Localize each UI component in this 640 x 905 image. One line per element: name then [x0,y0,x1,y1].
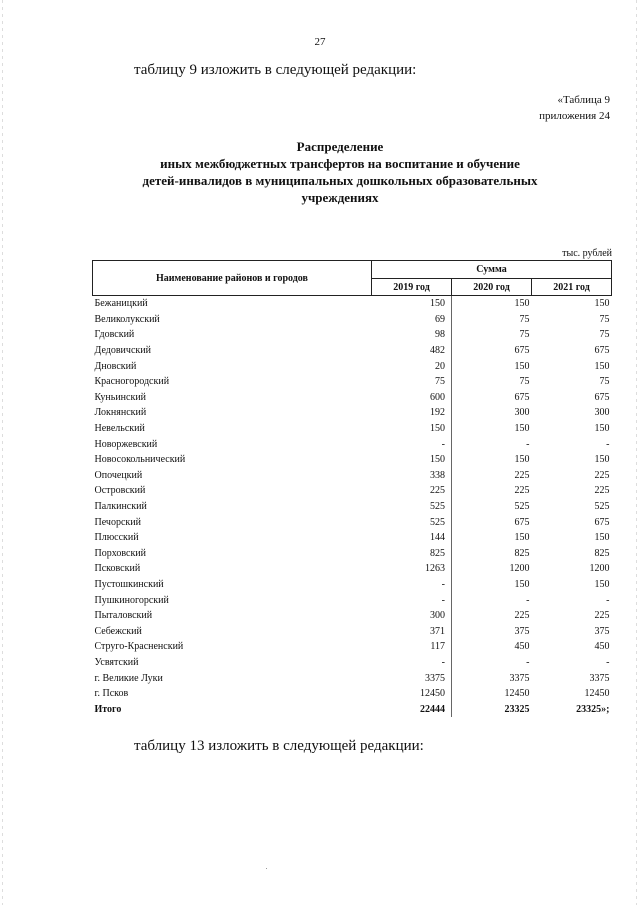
value-2020-cell: 525 [514,501,530,513]
page-number: 27 [314,36,326,48]
table-row [93,358,612,374]
district-name-cell: Куньинский [94,391,147,403]
district-name-cell: Невельский [94,423,145,435]
value-2019-cell: 300 [372,608,452,624]
value-2019-cell: 825 [372,546,452,562]
district-name-cell: Струго-Красненский [94,641,184,653]
transfers-table [92,260,612,717]
table-row [93,327,612,343]
value-2021-cell: - [606,656,610,668]
table-row [93,421,612,437]
value-2021-cell: 225 [594,469,610,481]
left-scan-edge [2,0,3,905]
table-body [93,296,612,718]
value-2021-cell: 150 [594,532,610,544]
value-2021-cell: 375 [594,625,610,637]
value-2020-cell: 225 [514,469,530,481]
value-2021-cell: 3375 [589,672,610,684]
value-2020-cell: 150 [514,578,530,590]
value-2021-cell: 675 [594,516,610,528]
value-2019-cell: - [372,592,452,608]
table-row [93,608,612,624]
table-row [93,546,612,562]
value-2019-cell: - [372,577,452,593]
table-row [93,390,612,406]
table-row [93,670,612,686]
table-row [93,530,612,546]
table-row [93,296,612,312]
value-2019-cell: 150 [372,421,452,437]
district-name-cell: Красногородский [94,376,170,388]
table-heading [90,138,590,206]
value-2020-cell: 150 [514,360,530,372]
value-2019-cell: 75 [372,374,452,390]
table-row [93,514,612,530]
value-2020-cell: 675 [514,391,530,403]
table-row [93,405,612,421]
value-2020-cell: 150 [514,454,530,466]
district-name-cell: Себежский [94,625,142,637]
value-2021-cell: 23325»; [576,703,610,715]
value-2020-cell: 675 [514,345,530,357]
district-name-cell: Гдовский [94,329,135,341]
district-name-cell: Локнянский [94,407,147,419]
unit-label: тыс. рублей [562,248,612,259]
table-row [93,436,612,452]
table-row [93,592,612,608]
value-2021-cell: 12450 [584,688,610,700]
value-2019-cell: 482 [372,343,452,359]
value-2021-cell: 825 [594,547,610,559]
value-2021-cell: 300 [594,407,610,419]
value-2021-cell: 675 [594,391,610,403]
value-2020-cell: 675 [514,516,530,528]
district-name-cell: Новосокольнический [94,454,186,466]
right-scan-edge [636,0,637,905]
value-2021-cell: 525 [594,501,610,513]
value-2021-cell: 450 [594,641,610,653]
table-row [93,499,612,515]
district-name-cell: Печорский [94,516,141,528]
value-2020-cell: 450 [514,641,530,653]
value-2021-cell: 75 [599,376,610,388]
district-name-cell: Палкинский [94,501,147,513]
district-name-cell: г. Великие Луки [94,672,163,684]
value-2019-cell: 69 [372,312,452,328]
value-2020-cell: 375 [514,625,530,637]
table-row [93,639,612,655]
value-2021-cell: 150 [594,454,610,466]
table-row [93,577,612,593]
value-2020-cell: 1200 [509,563,530,575]
district-name-cell: Великолукский [94,313,160,325]
value-2021-cell: - [606,438,610,450]
district-name-cell: Бежаницкий [94,298,148,310]
year-header-2021: 2021 год [532,279,612,296]
value-2019-cell: 600 [372,390,452,406]
value-2019-cell: 144 [372,530,452,546]
district-name-cell: Итого [94,703,122,715]
table-row [93,312,612,328]
value-2019-cell: 525 [372,499,452,515]
intro-paragraph: таблицу 9 изложить в следующей редакции: [134,62,417,78]
value-2020-cell: 825 [514,547,530,559]
value-2021-cell: 75 [599,313,610,325]
value-2019-cell: 150 [372,296,452,312]
value-2020-cell: 300 [514,407,530,419]
value-2021-cell: 150 [594,423,610,435]
name-column-header: Наименование районов и городов [93,261,372,296]
table-row [93,468,612,484]
district-name-cell: Пыталовский [94,610,153,622]
value-2020-cell: 225 [514,610,530,622]
district-name-cell: г. Псков [94,688,129,700]
appendix-reference [539,92,610,124]
value-2021-cell: 150 [594,298,610,310]
value-2020-cell: 12450 [504,688,530,700]
heading-line3: детей-инвалидов в муниципальных дошкольных образовательных [142,173,538,188]
value-2019-cell: 12450 [372,686,452,702]
appendix-ref-line2: приложения 24 [539,110,610,122]
district-name-cell: Плюсский [94,532,139,544]
table-row [93,623,612,639]
value-2019-cell: 338 [372,468,452,484]
district-name-cell: Порховский [94,547,147,559]
value-2020-cell: - [526,594,530,606]
table-row [93,686,612,702]
district-name-cell: Усвятский [94,656,139,668]
value-2019-cell: 225 [372,483,452,499]
district-name-cell: Дедовичский [94,345,151,357]
value-2019-cell: 117 [372,639,452,655]
district-name-cell: Островский [94,485,146,497]
value-2020-cell: 3375 [509,672,530,684]
value-2019-cell: 3375 [372,670,452,686]
heading-line2: иных межбюджетных трансфертов на воспитание и обучение [160,156,520,171]
table-row [93,483,612,499]
table-row [93,374,612,390]
sum-column-header: Сумма [372,261,612,279]
district-name-cell: Псковский [94,563,141,575]
value-2021-cell: - [606,594,610,606]
district-name-cell: Новоржевский [94,438,158,450]
value-2021-cell: 225 [594,485,610,497]
appendix-ref-line1: «Таблица 9 [557,94,610,106]
district-name-cell: Опочецкий [94,469,143,481]
value-2020-cell: - [526,438,530,450]
value-2019-cell: 371 [372,623,452,639]
value-2019-cell: 1263 [372,561,452,577]
value-2019-cell: 150 [372,452,452,468]
total-row [93,701,612,717]
value-2019-cell: 525 [372,514,452,530]
heading-line4: учреждениях [301,190,379,205]
district-name-cell: Пушкиногорский [94,594,169,606]
table-row [93,655,612,671]
table-row [93,343,612,359]
district-name-cell: Дновский [94,360,137,372]
year-header-2020: 2020 год [452,279,532,296]
value-2019-cell: - [372,436,452,452]
value-2019-cell: 98 [372,327,452,343]
closing-paragraph: таблицу 13 изложить в следующей редакции: [134,738,424,754]
value-2019-cell: 22444 [372,701,452,717]
value-2020-cell: 23325 [504,703,530,715]
value-2020-cell: 75 [519,329,530,341]
value-2021-cell: 150 [594,360,610,372]
table-row [93,561,612,577]
value-2019-cell: 192 [372,405,452,421]
value-2020-cell: 150 [514,532,530,544]
year-header-2019: 2019 год [372,279,452,296]
value-2020-cell: 150 [514,423,530,435]
heading-line1: Распределение [296,139,384,154]
value-2021-cell: 1200 [589,563,610,575]
value-2021-cell: 75 [599,329,610,341]
value-2020-cell: 75 [519,376,530,388]
value-2020-cell: 150 [514,298,530,310]
value-2020-cell: 75 [519,313,530,325]
scan-speck [266,868,267,869]
value-2019-cell: - [372,655,452,671]
value-2021-cell: 225 [594,610,610,622]
value-2021-cell: 675 [594,345,610,357]
value-2020-cell: - [526,656,530,668]
value-2020-cell: 225 [514,485,530,497]
value-2019-cell: 20 [372,358,452,374]
district-name-cell: Пустошкинский [94,578,164,590]
value-2021-cell: 150 [594,578,610,590]
table-row [93,452,612,468]
